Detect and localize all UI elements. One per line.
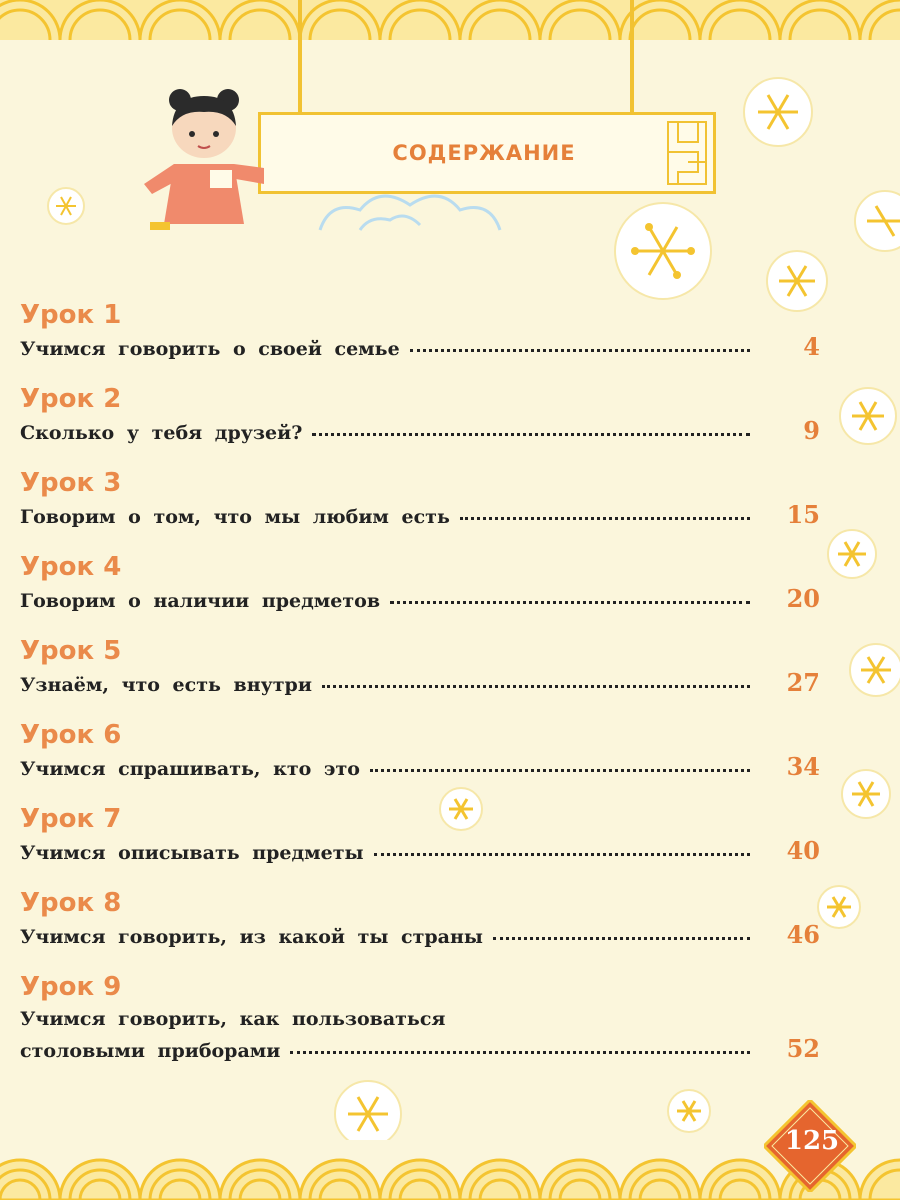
lesson-heading: Урок 6 bbox=[20, 720, 122, 750]
page-number: 52 bbox=[786, 1034, 820, 1063]
leader-dots bbox=[374, 851, 750, 856]
leader-dots bbox=[312, 431, 750, 436]
flower-icon bbox=[824, 526, 880, 582]
lesson-title: Учимся говорить, из какой ты страны bbox=[20, 926, 483, 948]
lesson-title-line2: столовыми приборами bbox=[20, 1040, 281, 1062]
leader-dots bbox=[390, 599, 750, 604]
leader-dots bbox=[370, 767, 750, 772]
toc-entry[interactable] bbox=[20, 300, 820, 384]
lesson-heading: Урок 3 bbox=[20, 468, 122, 498]
flower-icon bbox=[664, 1086, 714, 1136]
lesson-heading: Урок 9 bbox=[20, 972, 122, 1002]
lesson-heading: Урок 8 bbox=[20, 888, 122, 918]
banner-rod-left bbox=[298, 0, 302, 112]
lesson-title: Сколько у тебя друзей? bbox=[20, 422, 303, 444]
page-title: СОДЕРЖАНИЕ bbox=[392, 141, 576, 165]
lesson-heading: Урок 1 bbox=[20, 300, 122, 330]
lesson-heading: Урок 5 bbox=[20, 636, 122, 666]
page-number-label: 125 bbox=[784, 1126, 840, 1156]
top-wave-border bbox=[0, 0, 900, 40]
page-number: 9 bbox=[803, 416, 820, 445]
flower-icon bbox=[814, 882, 864, 932]
lesson-heading: Урок 4 bbox=[20, 552, 122, 582]
leader-dots bbox=[322, 683, 750, 688]
lesson-title: Узнаём, что есть внутри bbox=[20, 674, 312, 696]
lesson-heading: Урок 7 bbox=[20, 804, 122, 834]
toc-entry[interactable] bbox=[20, 384, 820, 468]
toc-entry[interactable] bbox=[20, 720, 820, 804]
lesson-title: Учимся говорить о своей семье bbox=[20, 338, 400, 360]
flower-icon bbox=[738, 72, 818, 152]
page-number: 40 bbox=[786, 836, 820, 865]
leader-dots bbox=[410, 347, 750, 352]
lesson-title: Говорим о наличии предметов bbox=[20, 590, 381, 612]
page-number: 4 bbox=[803, 332, 820, 361]
page-number: 20 bbox=[786, 584, 820, 613]
toc-entry[interactable] bbox=[20, 552, 820, 636]
flower-icon bbox=[850, 186, 900, 256]
flower-icon bbox=[838, 766, 894, 822]
toc-entry[interactable] bbox=[20, 888, 820, 972]
table-of-contents bbox=[20, 300, 820, 1072]
lesson-heading: Урок 2 bbox=[20, 384, 122, 414]
page-number: 27 bbox=[786, 668, 820, 697]
flower-icon bbox=[44, 184, 88, 228]
banner-rod-right bbox=[630, 0, 634, 112]
lesson-title-line1: Учимся говорить, как пользоваться bbox=[20, 1008, 446, 1030]
leader-dots bbox=[460, 515, 750, 520]
contents-banner bbox=[258, 112, 716, 194]
toc-entry[interactable] bbox=[20, 972, 820, 1072]
page-number: 34 bbox=[786, 752, 820, 781]
toc-entry[interactable] bbox=[20, 636, 820, 720]
toc-entry[interactable] bbox=[20, 804, 820, 888]
flower-icon bbox=[608, 196, 718, 306]
girl-illustration-icon bbox=[140, 86, 270, 236]
flower-icon bbox=[846, 640, 900, 700]
page-number: 15 bbox=[786, 500, 820, 529]
lesson-title: Учимся описывать предметы bbox=[20, 842, 364, 864]
leader-dots bbox=[290, 1049, 750, 1054]
page-number: 46 bbox=[786, 920, 820, 949]
lesson-title: Учимся спрашивать, кто это bbox=[20, 758, 360, 780]
toc-entry[interactable] bbox=[20, 468, 820, 552]
flower-icon bbox=[836, 384, 900, 448]
lesson-title: Говорим о том, что мы любим есть bbox=[20, 506, 450, 528]
lattice-ornament bbox=[664, 118, 710, 188]
leader-dots bbox=[493, 935, 750, 940]
